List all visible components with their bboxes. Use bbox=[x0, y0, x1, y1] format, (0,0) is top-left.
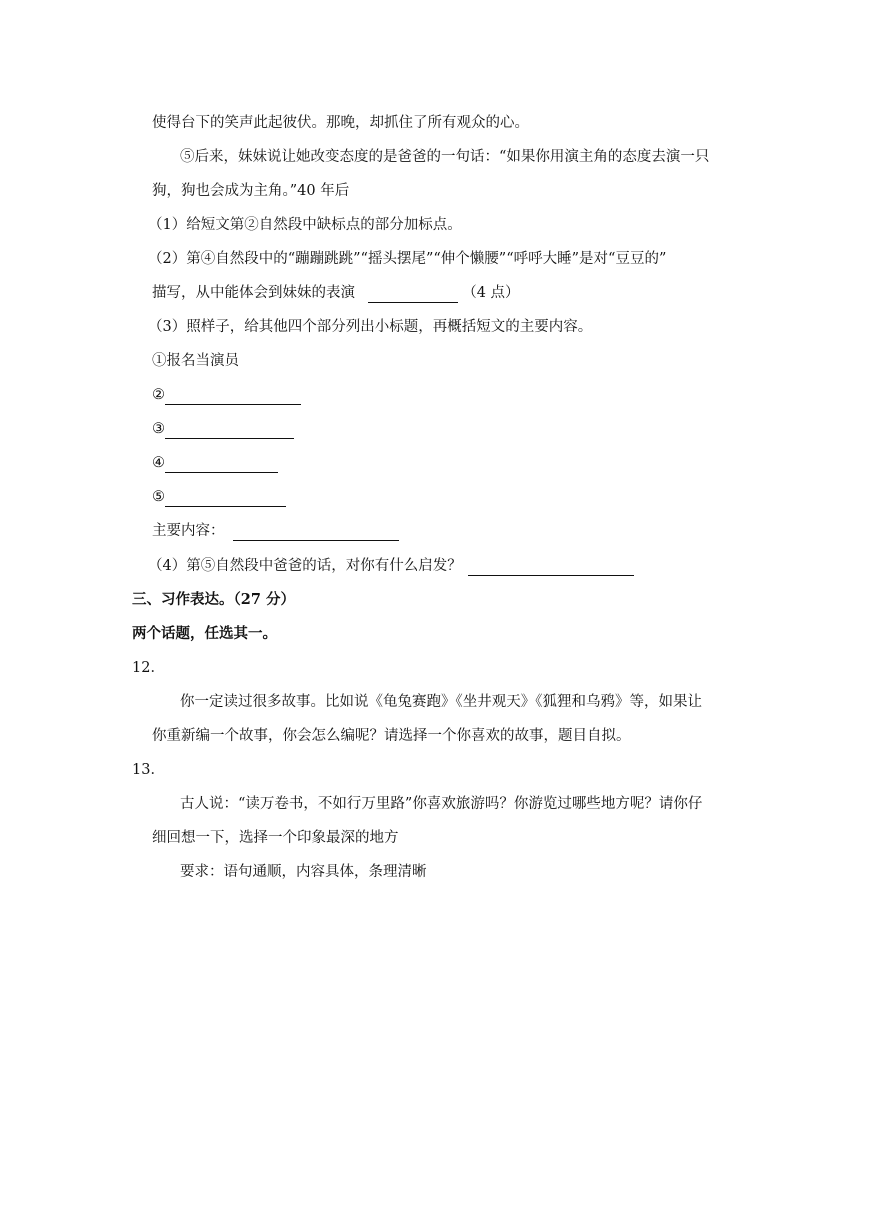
subtitle-item-5-label: ⑤ bbox=[152, 489, 165, 505]
topic-12-line1: 你一定读过很多故事。比如说《龟兔赛跑》《坐井观天》《狐狸和乌鸦》等，如果让 bbox=[180, 694, 702, 710]
answer-blank-subtitle-4[interactable] bbox=[165, 458, 278, 473]
answer-blank-main-content[interactable] bbox=[233, 526, 399, 541]
passage-paragraph-5-line2: 狗，狗也会成为主角。”40 年后 bbox=[152, 183, 350, 199]
question-3: （3）照样子，给其他四个部分列出小标题，再概括短文的主要内容。 bbox=[148, 319, 593, 335]
topic-13-line1: 古人说：“读万卷书，不如行万里路”你喜欢旅游吗？你游览过哪些地方呢？请你仔 bbox=[180, 796, 703, 812]
answer-blank-subtitle-5[interactable] bbox=[165, 492, 286, 507]
main-content-label: 主要内容： bbox=[152, 523, 225, 539]
question-1: （1）给短文第②自然段中缺标点的部分加标点。 bbox=[148, 217, 462, 233]
subtitle-item-2 bbox=[152, 385, 301, 405]
answer-blank-q4[interactable] bbox=[468, 561, 634, 576]
subtitle-item-4 bbox=[152, 453, 278, 473]
main-content-line bbox=[152, 521, 399, 541]
subtitle-item-5 bbox=[152, 487, 286, 507]
passage-paragraph-5-line1: ⑤后来，妹妹说让她改变态度的是爸爸的一句话：“如果你用演主角的态度去演一只 bbox=[180, 149, 710, 165]
answer-blank-subtitle-2[interactable] bbox=[165, 390, 301, 405]
question-4-text: （4）第⑤自然段中爸爸的话，对你有什么启发？ bbox=[148, 558, 462, 574]
subtitle-item-2-label: ② bbox=[152, 387, 165, 403]
section-3-subheading: 两个话题，任选其一。 bbox=[132, 625, 277, 642]
question-2-line2 bbox=[152, 283, 520, 303]
passage-line: 使得台下的笑声此起彼伏。那晚，却抓住了所有观众的心。 bbox=[152, 115, 529, 131]
answer-blank-q2[interactable] bbox=[368, 288, 458, 303]
answer-blank-subtitle-3[interactable] bbox=[165, 424, 294, 439]
topic-12-number: 12． bbox=[132, 660, 165, 676]
subtitle-item-3-label: ③ bbox=[152, 421, 165, 437]
question-2-text: 描写，从中能体会到妹妹的表演 bbox=[152, 285, 355, 301]
subtitle-item-1: ①报名当演员 bbox=[152, 353, 239, 369]
subtitle-item-3 bbox=[152, 419, 294, 439]
topic-13-line2: 细回想一下，选择一个印象最深的地方 bbox=[152, 830, 399, 846]
topic-13-requirement: 要求：语句通顺，内容具体，条理清晰 bbox=[180, 864, 427, 880]
question-2-points: （4 点） bbox=[462, 285, 520, 301]
subtitle-item-4-label: ④ bbox=[152, 455, 165, 471]
topic-12-line2: 你重新编一个故事，你会怎么编呢？请选择一个你喜欢的故事，题目自拟。 bbox=[152, 728, 631, 744]
section-3-heading: 三、习作表达。（27 分） bbox=[132, 591, 295, 608]
question-4 bbox=[148, 556, 634, 576]
topic-13-number: 13． bbox=[132, 762, 165, 778]
question-2-line1: （2）第④自然段中的“蹦蹦跳跳”“摇头摆尾”“伸个懒腰”“呼呼大睡”是对“豆豆的” bbox=[148, 251, 667, 267]
